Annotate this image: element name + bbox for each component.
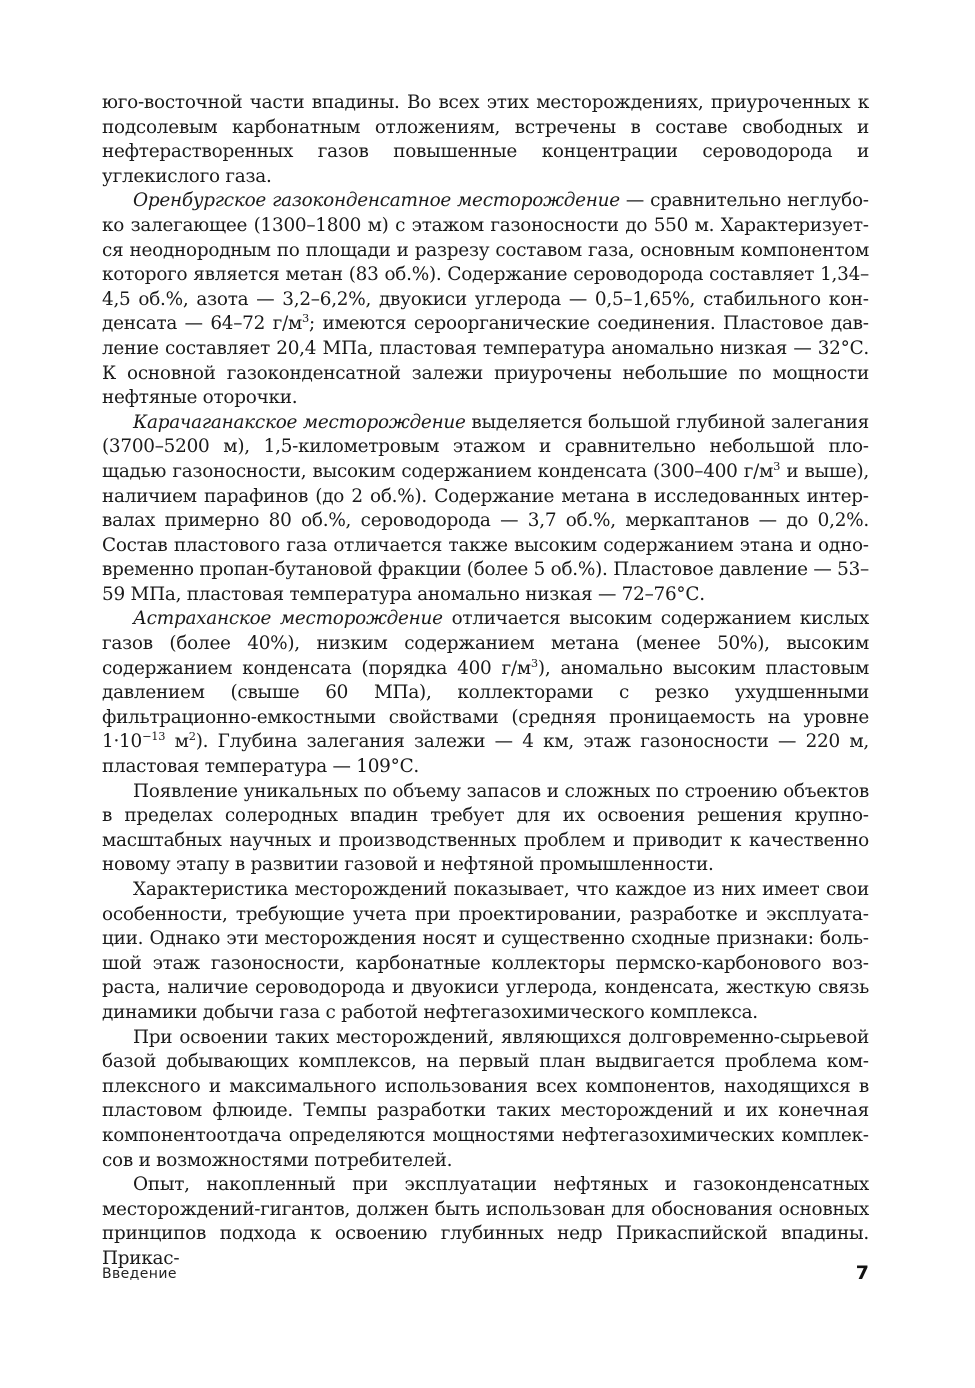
text-run: ), аномально высоким пластовым давлением (свыше 60 МПа), коллекторами с резко ухудшенными фильтрационно-емкостными свойствами (средняя проницаемость на уровне 1·10	[102, 657, 869, 753]
superscript: 3	[773, 459, 781, 474]
paragraph-orenburg-field	[102, 189, 869, 410]
text-run: — сравнительно неглубоко залегающее (1300–1800 м) с этажом газоносности до 550 м. Характеризуется неоднородным по площади и разрезу составом газа, основным компонентом которого является метан (83 об.%). Содержание сероводорода составляет 1,34–4,5 об.%, азота — 3,2–6,2%, двуокиси углерода — 0,5–1,65%, стабильного конденсата — 64–72 г/м	[102, 190, 870, 335]
superscript: 3	[302, 311, 310, 326]
paragraph-astrakhan-field	[102, 607, 869, 779]
field-name-orenburg: Оренбургское газоконденсатное месторождение	[133, 190, 620, 212]
text-run: м	[165, 731, 189, 753]
text-run: и выше), наличием парафинов (до 2 об.%). Содержание метана в исследованных интервалах примерно 80 об.%, сероводорода — 3,7 об.%, меркаптанов — до 0,2%. Состав пластового газа отличается также высоким содержанием этана и одновременно пропан-бутановой фракции (более 5 об.%). Пластовое давление — 53–59 МПа, пластовая температура аномально низкая — 72–76°С.	[102, 460, 869, 605]
text-run: ; имеются сероорганические соединения. Пластовое давление составляет 20,4 МПа, пластовая температура аномально низкая — 32°С. К основной газоконденсатной залежи приурочены небольшие по мощности нефтяные оторочки.	[102, 313, 869, 409]
paragraph-field-characteristics: Характеристика месторождений показывает, что каждое из них имеет свои особенности, требующие учета при проектировании, разработке и эксплуатации. Однако эти месторождения носят и существенно сходные признаки: большой этаж газоносности, карбонатные коллекторы пермско-карбонового возраста, наличие сероводорода и двуокиси углерода, конденсата, жесткую связь динамики добычи газа с работой нефтегазохимического комплекса.	[102, 879, 869, 1023]
text-run: выделяется большой глубиной залегания (3700–5200 м), 1,5-километровым этажом и сравнительно небольшой площадью газоносности, высоким содержанием конденсата (300–400 г/м	[102, 411, 869, 482]
page-footer	[102, 1262, 869, 1288]
field-name-astrakhan: Астраханское месторождение	[133, 608, 443, 630]
field-name-karachaganak: Карачаганакское месторождение	[133, 411, 466, 433]
superscript: 3	[530, 655, 538, 670]
text-run: ). Глубина залегания залежи — 4 км, этаж газоносности — 220 м, пластовая температура — 109°С.	[102, 731, 869, 778]
paragraph-development-problem: При освоении таких месторождений, являющихся долговременно-сырьевой базой добывающих комплексов, на первый план выдвигается проблема комплексного и максимального использования всех компонентов, находящихся в пластовом флюиде. Темпы разработки таких месторождений и их конечная компонентоотдача определяются мощностями нефтегазохимических комплексов и возможностями потребителей.	[102, 1026, 869, 1171]
paragraph-karachaganak-field	[102, 411, 869, 608]
page-body-text	[102, 91, 869, 1272]
text-run: отличается высоким содержанием кислых газов (более 40%), низким содержанием метана (менее 50%), высоким содержанием конденсата (порядка 400 г/м	[102, 608, 869, 679]
superscript: −13	[141, 729, 166, 744]
running-footer-section: Введение	[102, 1266, 177, 1282]
paragraph-giant-fields-experience: Опыт, накопленный при эксплуатации нефтяных и газоконденсатных месторождений-гигантов, должен быть использован для обоснования основных принципов подхода к освоению глубинных недр Прикаспийской впадины. Прикас-	[102, 1174, 869, 1269]
paragraph-unique-reserves: Появление уникальных по объему запасов и сложных по строению объектов в пределах солеродных впадин требует для их освоения решения крупномасштабных научных и производственных проблем и приводит к качественно новому этапу в развитии газовой и нефтяной промышленности.	[102, 780, 869, 876]
superscript: 2	[188, 729, 196, 744]
paragraph-intro-continuation: юго-восточной части впадины. Во всех этих месторождениях, приуроченных к подсолевым карбонатным отложениям, встречены в составе свободных и нефтерастворенных газов повышенные концентрации сероводорода и углекислого газа.	[102, 92, 869, 187]
page-number: 7	[855, 1262, 869, 1284]
